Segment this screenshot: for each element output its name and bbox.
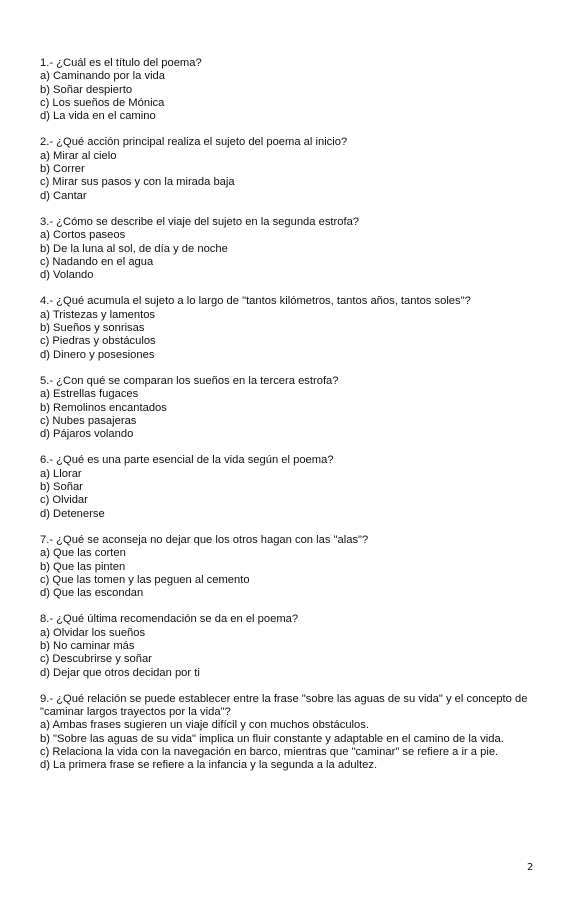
question-prompt: 8.- ¿Qué última recomendación se da en el poema?	[40, 613, 299, 626]
answer-option-d: d) Pájaros volando	[40, 428, 134, 441]
answer-option-b: b) "Sobre las aguas de su vida" implica un fluir constante y adaptable en el camino de la vida.	[40, 732, 504, 745]
answer-option-b: b) Correr	[40, 163, 85, 176]
answer-option-a: a) Caminando por la vida	[40, 70, 165, 83]
answer-option-c: c) Relaciona la vida con la navegación en barco, mientras que "caminar" se refiere a ir a pie.	[40, 746, 499, 759]
question-3	[40, 216, 560, 282]
answer-option-a: a) Olvidar los sueños	[40, 626, 146, 639]
quiz-questions	[40, 57, 560, 786]
answer-option-d: d) La primera frase se refiere a la infancia y la segunda a la adultez.	[40, 759, 378, 772]
answer-option-d: d) Dinero y posesiones	[40, 348, 155, 361]
question-2	[40, 136, 560, 202]
question-1	[40, 57, 560, 123]
answer-option-d: d) Cantar	[40, 189, 87, 202]
answer-option-a: a) Que las corten	[40, 547, 126, 560]
question-8	[40, 613, 560, 679]
answer-option-d: d) Detenerse	[40, 507, 105, 520]
answer-option-a: a) Cortos paseos	[40, 229, 126, 242]
question-prompt: 5.- ¿Con qué se comparan los sueños en la tercera estrofa?	[40, 374, 339, 387]
answer-option-c: c) Piedras y obstáculos	[40, 335, 156, 348]
question-prompt: 1.- ¿Cuál es el título del poema?	[40, 57, 202, 69]
answer-option-a: a) Estrellas fugaces	[40, 388, 139, 401]
question-prompt: 2.- ¿Qué acción principal realiza el sujeto del poema al inicio?	[40, 136, 348, 149]
answer-option-d: d) Dejar que otros decidan por ti	[40, 666, 200, 679]
question-9	[40, 693, 560, 773]
question-6	[40, 454, 560, 520]
answer-option-d: d) Volando	[40, 269, 94, 282]
answer-option-c: c) Olvidar	[40, 494, 88, 507]
answer-option-b: b) Remolinos encantados	[40, 401, 167, 414]
answer-option-d: d) La vida en el camino	[40, 110, 156, 123]
answer-option-c: c) Los sueños de Mónica	[40, 96, 165, 109]
answer-option-a: a) Mirar al cielo	[40, 149, 117, 162]
answer-option-a: a) Llorar	[40, 467, 82, 480]
question-prompt: 6.- ¿Qué es una parte esencial de la vida según el poema?	[40, 454, 334, 467]
question-7	[40, 534, 560, 600]
answer-option-b: b) Soñar	[40, 481, 83, 494]
answer-option-c: c) Mirar sus pasos y con la mirada baja	[40, 176, 235, 189]
answer-option-b: b) Que las pinten	[40, 560, 126, 573]
answer-option-c: c) Que las tomen y las peguen al cemento	[40, 573, 250, 586]
question-prompt: 4.- ¿Qué acumula el sujeto a lo largo de "tantos kilómetros, tantos años, tantos soles"?	[40, 295, 471, 308]
question-prompt: 3.- ¿Cómo se describe el viaje del sujeto en la segunda estrofa?	[40, 215, 360, 228]
answer-option-c: c) Nubes pasajeras	[40, 414, 137, 427]
answer-option-d: d) Que las escondan	[40, 587, 144, 600]
answer-option-b: b) Soñar despierto	[40, 83, 133, 96]
answer-option-b: b) Sueños y sonrisas	[40, 322, 145, 335]
answer-option-a: a) Tristezas y lamentos	[40, 308, 156, 321]
question-4	[40, 295, 560, 361]
answer-option-b: b) De la luna al sol, de día y de noche	[40, 242, 228, 255]
page-number: 2	[527, 862, 534, 873]
question-prompt: 9.- ¿Qué relación se puede establecer entre la frase "sobre las aguas de su vida" y el concepto de "caminar largos trayectos por la vida"?	[40, 692, 528, 719]
question-5	[40, 375, 560, 441]
answer-option-c: c) Nadando en el agua	[40, 255, 154, 268]
answer-option-b: b) No caminar más	[40, 639, 135, 652]
answer-option-c: c) Descubrirse y soñar	[40, 653, 152, 666]
question-prompt: 7.- ¿Qué se aconseja no dejar que los otros hagan con las "alas"?	[40, 533, 369, 546]
answer-option-a: a) Ambas frases sugieren un viaje difícil y con muchos obstáculos.	[40, 719, 369, 732]
